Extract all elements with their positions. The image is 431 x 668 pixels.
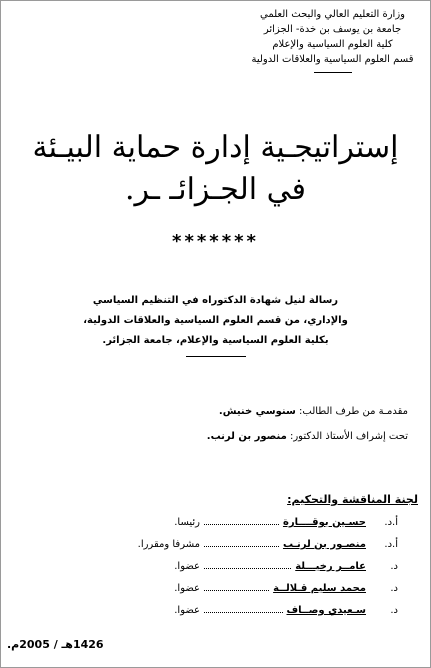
- thesis-description-line-1: رسالة لنيل شهادة الدكتوراه في التنظيم السياسي: [92, 295, 339, 306]
- dotted-leader: [204, 515, 279, 525]
- committee-list: [128, 515, 398, 625]
- dotted-leader: [204, 603, 283, 613]
- committee-member: [128, 603, 398, 625]
- student-label: مقدمـة من طرف الطالب:: [299, 406, 408, 417]
- institution-header: [245, 7, 420, 73]
- committee-member: [128, 559, 398, 581]
- committee-member: [128, 515, 398, 537]
- student-line: [9, 404, 408, 420]
- thesis-title-line-1: إستراتيجـية إدارة حماية البيـئة: [32, 130, 399, 165]
- member-title: د.: [390, 605, 398, 616]
- member-role: عضوا.: [174, 561, 200, 572]
- member-role: مشرفا ومقررا.: [137, 539, 200, 550]
- member-name: عامــر رخيـــلة: [295, 561, 366, 572]
- thesis-description: [21, 291, 410, 357]
- member-title: أ.د.: [384, 517, 398, 528]
- committee-heading: لجنة المناقشة والتحكيم:: [287, 493, 418, 506]
- member-title: أ.د.: [384, 539, 398, 550]
- dotted-leader: [204, 537, 279, 547]
- member-role: عضوا.: [174, 583, 200, 594]
- member-title: د.: [390, 583, 398, 594]
- institution-faculty: كلية العلوم السياسية والإعلام: [272, 39, 393, 50]
- thesis-title: [11, 127, 420, 211]
- member-title: د.: [390, 561, 398, 572]
- thesis-description-line-3: بكلية العلوم السياسية والإعلام، جامعة الجزائر.: [102, 335, 329, 346]
- member-role: رئيسا.: [174, 517, 200, 528]
- thesis-title-line-2: في الجـزائـ ـر.: [125, 172, 306, 207]
- member-name: سـعيدي وصــاف: [286, 605, 366, 616]
- student-name: سنوسي خنيش.: [218, 406, 296, 417]
- header-divider: [314, 72, 352, 73]
- supervisor-name: منصور بن لرنب.: [206, 431, 287, 442]
- committee-member: [128, 537, 398, 559]
- institution-university: جامعة بن يوسف بن خدة- الجزائر: [263, 24, 402, 35]
- dotted-leader: [204, 559, 291, 569]
- member-name: حسـين بوقــــارة: [282, 517, 366, 528]
- member-name: محمد سليم قـلالــة: [273, 583, 366, 594]
- dotted-leader: [204, 581, 269, 591]
- committee-member: [128, 581, 398, 603]
- thesis-divider: [186, 356, 246, 357]
- academic-year: 1426هـ / 2005م.: [7, 638, 104, 651]
- ornament-stars: *******: [172, 231, 259, 252]
- supervisor-label: تحت إشراف الأستاذ الدكتور:: [289, 431, 408, 442]
- member-role: عضوا.: [174, 605, 200, 616]
- institution-ministry: وزارة التعليم العالي والبحث العلمي: [260, 9, 405, 20]
- thesis-description-line-2: والإداري، من قسم العلوم السياسية والعلاقات الدولية،: [83, 315, 348, 326]
- institution-department: قسم العلوم السياسية والعلاقات الدولية: [251, 54, 414, 65]
- supervisor-line: [9, 429, 408, 445]
- member-name: منصـور بن لرنـب: [282, 539, 366, 550]
